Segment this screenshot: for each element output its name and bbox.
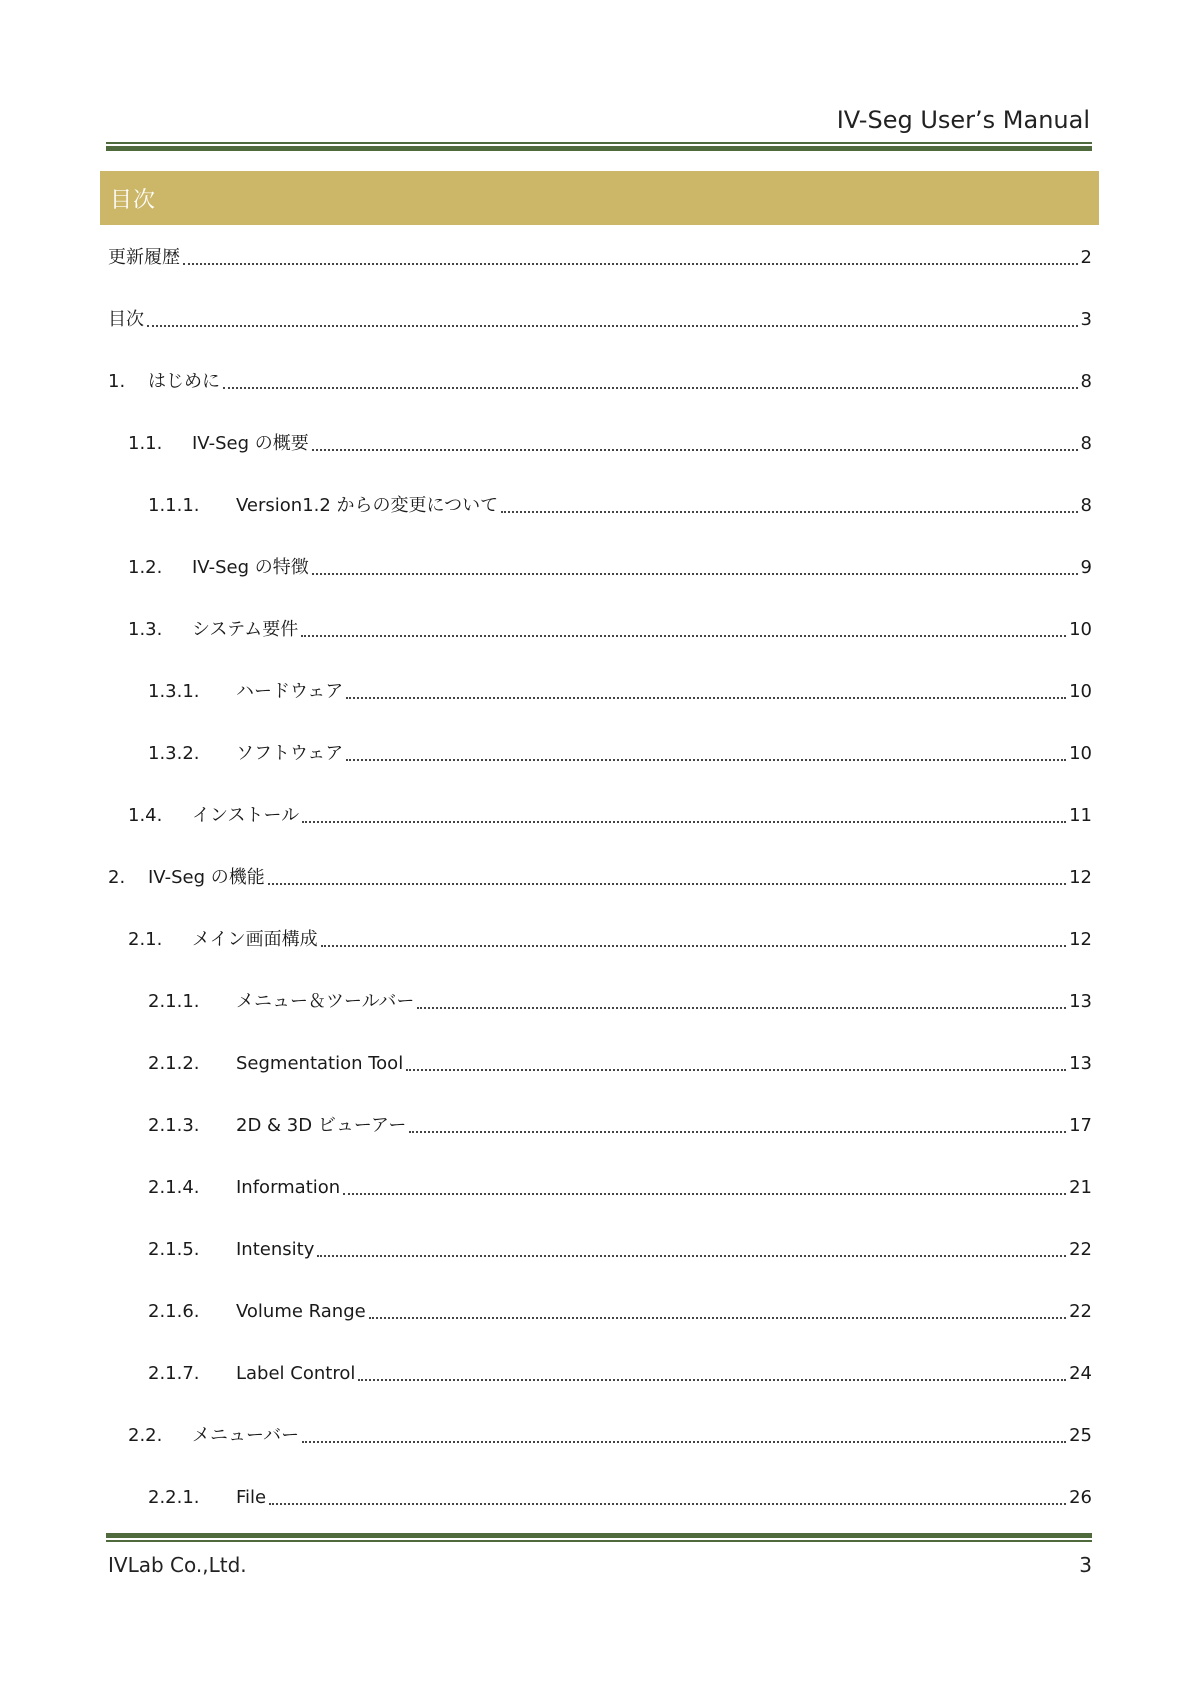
toc-entry-title[interactable]: 2D & 3D ビューアー bbox=[236, 1115, 407, 1136]
toc-dot-leader bbox=[147, 308, 1078, 327]
toc-entry-title[interactable]: IV-Seg の特徴 bbox=[192, 557, 309, 578]
toc-entry-title[interactable]: 更新履歴 bbox=[108, 247, 180, 268]
toc-entry-page[interactable]: 8 bbox=[1080, 371, 1092, 392]
toc-entry-page[interactable]: 13 bbox=[1069, 1053, 1092, 1074]
toc-entry[interactable] bbox=[108, 432, 1092, 494]
toc-dot-leader bbox=[409, 1114, 1066, 1133]
toc-entry-title[interactable]: Intensity bbox=[236, 1239, 315, 1260]
toc-dot-leader bbox=[269, 1486, 1066, 1505]
toc-entry-title[interactable]: 目次 bbox=[108, 309, 144, 330]
toc-entry-number: 2.1.6. bbox=[148, 1301, 200, 1322]
toc-entry[interactable] bbox=[108, 680, 1092, 742]
toc-entry[interactable] bbox=[108, 1300, 1092, 1362]
toc-entry-page[interactable]: 10 bbox=[1069, 743, 1092, 764]
toc-entry-page[interactable]: 13 bbox=[1069, 991, 1092, 1012]
toc-entry-number: 1.3.2. bbox=[148, 743, 200, 764]
toc-dot-leader bbox=[321, 928, 1066, 947]
toc-entry[interactable] bbox=[108, 866, 1092, 928]
toc-entry-title[interactable]: メニュー＆ツールバー bbox=[236, 991, 415, 1012]
toc-dot-leader bbox=[501, 494, 1077, 513]
toc-entry[interactable] bbox=[108, 494, 1092, 556]
toc-entry-page[interactable]: 10 bbox=[1069, 681, 1092, 702]
toc-entry-page[interactable]: 12 bbox=[1069, 867, 1092, 888]
toc-entry-number: 1.3.1. bbox=[148, 681, 200, 702]
toc-entry[interactable] bbox=[108, 804, 1092, 866]
toc-entry-title[interactable]: インストール bbox=[192, 805, 300, 826]
toc-entry-page[interactable]: 9 bbox=[1080, 557, 1092, 578]
toc-entry-number: 2.1.7. bbox=[148, 1363, 200, 1384]
header-rule bbox=[106, 142, 1092, 151]
toc-entry-number: 2.1.4. bbox=[148, 1177, 200, 1198]
toc-dot-leader bbox=[302, 804, 1066, 823]
toc-entry-page[interactable]: 8 bbox=[1080, 433, 1092, 454]
document-header-title: IV-Seg User’s Manual bbox=[836, 106, 1090, 134]
toc-entry[interactable] bbox=[108, 1424, 1092, 1486]
toc-dot-leader bbox=[302, 1424, 1066, 1443]
toc-dot-leader bbox=[343, 1176, 1066, 1195]
toc-entry-number: 2.1.5. bbox=[148, 1239, 200, 1260]
toc-entry-page[interactable]: 25 bbox=[1069, 1425, 1092, 1446]
toc-entry[interactable] bbox=[108, 1238, 1092, 1300]
toc-entry-title[interactable]: IV-Seg の機能 bbox=[148, 867, 265, 888]
toc-dot-leader bbox=[312, 556, 1078, 575]
toc-dot-leader bbox=[346, 742, 1066, 761]
toc-entry-title[interactable]: ソフトウェア bbox=[236, 743, 344, 764]
toc-entry-page[interactable]: 24 bbox=[1069, 1363, 1092, 1384]
toc-dot-leader bbox=[223, 370, 1078, 389]
section-heading-band bbox=[100, 171, 1099, 225]
toc-entry-page[interactable]: 17 bbox=[1069, 1115, 1092, 1136]
toc-entry-number: 2.1.1. bbox=[148, 991, 200, 1012]
toc-entry[interactable] bbox=[108, 928, 1092, 990]
toc-entry-number: 2.1.2. bbox=[148, 1053, 200, 1074]
section-heading: 目次 bbox=[110, 188, 157, 213]
toc-dot-leader bbox=[317, 1238, 1066, 1257]
toc-entry[interactable] bbox=[108, 1176, 1092, 1238]
toc-entry-page[interactable]: 11 bbox=[1069, 805, 1092, 826]
footer-company: IVLab Co.,Ltd. bbox=[108, 1553, 247, 1577]
toc-entry-page[interactable]: 22 bbox=[1069, 1239, 1092, 1260]
toc-entry-page[interactable]: 10 bbox=[1069, 619, 1092, 640]
toc-entry[interactable] bbox=[108, 1114, 1092, 1176]
toc-entry[interactable] bbox=[108, 556, 1092, 618]
toc-entry-page[interactable]: 22 bbox=[1069, 1301, 1092, 1322]
toc-entry-page[interactable]: 3 bbox=[1080, 309, 1092, 330]
toc-entry[interactable] bbox=[108, 370, 1092, 432]
toc-entry-title[interactable]: File bbox=[236, 1487, 267, 1508]
toc-dot-leader bbox=[312, 432, 1078, 451]
toc-entry[interactable] bbox=[108, 1052, 1092, 1114]
toc-dot-leader bbox=[369, 1300, 1066, 1319]
toc-entry-number: 2.2. bbox=[128, 1425, 163, 1446]
toc-entry-title[interactable]: Volume Range bbox=[236, 1301, 366, 1322]
toc-entry-number: 2.1. bbox=[128, 929, 163, 950]
toc-entry[interactable] bbox=[108, 618, 1092, 680]
toc-dot-leader bbox=[346, 680, 1066, 699]
table-of-contents bbox=[108, 246, 1092, 1548]
toc-dot-leader bbox=[417, 990, 1066, 1009]
toc-dot-leader bbox=[268, 866, 1066, 885]
toc-entry-title[interactable]: メイン画面構成 bbox=[192, 929, 318, 950]
toc-entry-title[interactable]: はじめに bbox=[148, 371, 220, 392]
toc-entry[interactable] bbox=[108, 742, 1092, 804]
toc-entry-title[interactable]: Segmentation Tool bbox=[236, 1053, 404, 1074]
toc-entry-number: 1. bbox=[108, 371, 126, 392]
footer-rule bbox=[106, 1533, 1092, 1542]
toc-entry-number: 1.1. bbox=[128, 433, 163, 454]
toc-entry-number: 1.1.1. bbox=[148, 495, 200, 516]
toc-entry-title[interactable]: ハードウェア bbox=[236, 681, 344, 702]
toc-entry-page[interactable]: 21 bbox=[1069, 1177, 1092, 1198]
toc-entry-title[interactable]: Information bbox=[236, 1177, 341, 1198]
toc-entry[interactable] bbox=[108, 308, 1092, 370]
toc-entry-number: 1.4. bbox=[128, 805, 163, 826]
toc-dot-leader bbox=[358, 1362, 1066, 1381]
toc-entry-number: 2.2.1. bbox=[148, 1487, 200, 1508]
toc-entry-page[interactable]: 2 bbox=[1080, 247, 1092, 268]
toc-dot-leader bbox=[406, 1052, 1066, 1071]
toc-entry-title[interactable]: IV-Seg の概要 bbox=[192, 433, 309, 454]
toc-entry-title[interactable]: システム要件 bbox=[192, 619, 299, 640]
toc-entry-number: 1.2. bbox=[128, 557, 163, 578]
toc-entry-number: 1.3. bbox=[128, 619, 163, 640]
toc-entry[interactable] bbox=[108, 990, 1092, 1052]
toc-entry[interactable] bbox=[108, 246, 1092, 308]
toc-dot-leader bbox=[183, 246, 1078, 265]
toc-entry-page[interactable]: 8 bbox=[1080, 495, 1092, 516]
toc-entry-title[interactable]: Label Control bbox=[236, 1363, 356, 1384]
toc-entry-page[interactable]: 26 bbox=[1069, 1487, 1092, 1508]
toc-entry[interactable] bbox=[108, 1362, 1092, 1424]
toc-entry-page[interactable]: 12 bbox=[1069, 929, 1092, 950]
toc-entry-number: 2. bbox=[108, 867, 126, 888]
toc-dot-leader bbox=[301, 618, 1066, 637]
toc-entry-number: 2.1.3. bbox=[148, 1115, 200, 1136]
toc-entry-title[interactable]: Version1.2 からの変更について bbox=[236, 495, 499, 516]
footer-page-number: 3 bbox=[1079, 1553, 1092, 1577]
toc-entry-title[interactable]: メニューバー bbox=[192, 1425, 300, 1446]
